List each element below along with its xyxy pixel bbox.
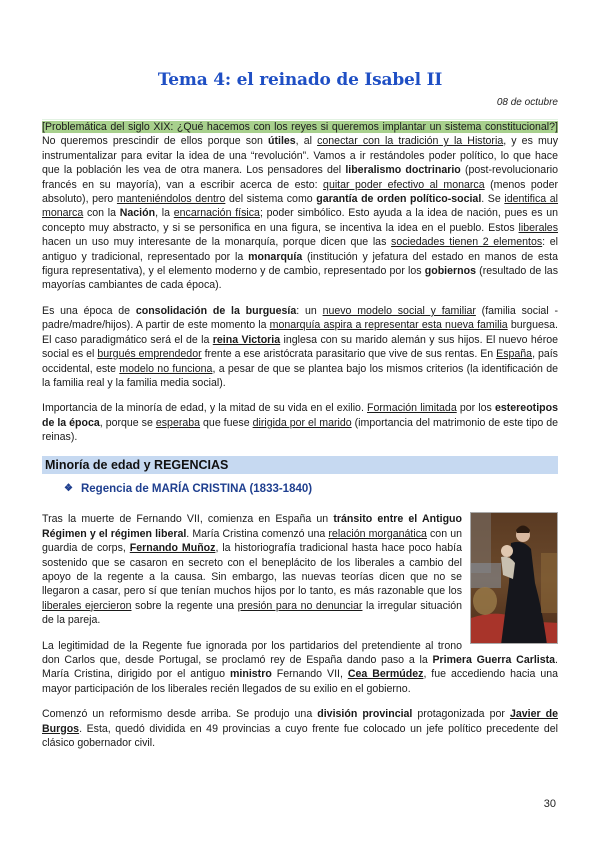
subsection-heading [64,482,558,496]
text: frente a ese aristócrata parasitario que vive de sus rentas. En [201,348,497,361]
text: . María Cristina, dirigido por el antiguo [42,654,558,681]
underlined-text: liberales ejercieron [42,599,132,612]
text: Es una época de [42,304,136,317]
bold-text: monarquía [248,250,303,263]
bold-text: útiles [268,135,296,148]
text: sobre la regente una [131,599,238,612]
text: (post-revolucionario francés en su mayoría), van a escribir acerca de esto: [42,164,558,191]
bold-text: Primera Guerra Carlista [432,654,556,666]
paragraph-reformismo [42,707,558,750]
underlined-text: modelo no funciona [119,362,213,375]
underlined-text: burgués emprendedor [97,348,202,361]
text: (importancia del matrimonio de este tipo de reinas). [42,416,559,444]
underlined-text: encarnación física [173,207,260,220]
portrait-painting-icon [471,513,558,644]
paragraph-minoria [42,401,558,444]
text: (institución y jefatura del estado en manos de esta figura representativa), y el elemento moderno y de cambio, representado por los [42,250,558,278]
underlined-text: quitar poder efectivo al monarca [323,178,485,191]
text: con un guardia de corps, [42,527,462,555]
underlined-text: conectar con la tradición y la Historia [317,135,504,148]
underlined-text: relación morganática [328,527,427,540]
text: Importancia de la minoría de edad, y la mitad de su vida en el exilio. [42,402,368,415]
diamond-bullet-icon: ❖ [64,482,73,494]
text: , a pesar de que se plantea bajo los mismos criterios (la identificación de la familia real y la familia media social). [42,362,558,389]
text: , país occidental, este [42,348,558,375]
underlined-text: sociedades tienen 2 elementos [391,236,543,249]
text: . Se [481,193,505,206]
paragraph-legitimidad [42,639,558,697]
text: con la [83,207,120,220]
text: burguesa. El caso paradigmático será el de la [42,319,558,346]
bold-text: tránsito entre el Antiguo Régimen y el régimen liberal [42,513,463,540]
text: del sistema como [225,193,317,206]
regency-block [42,512,558,750]
text: que fuese [200,416,253,429]
text: hacen un uso muy interesante de la monarquía, porque dicen que las [42,236,392,249]
text: inglesa con su marido alemán y sus hijos. El nuevo héroe social es el [42,333,559,361]
subsection-title: Regencia de MARÍA CRISTINA (1833-1840) [80,482,313,495]
underlined-text: monarquía aspira a representar esta nueva familia [269,319,508,332]
underlined-text: esperaba [155,416,201,429]
bold-text: ministro [230,668,272,681]
date-label: 08 de octubre [496,97,558,108]
section-heading: Minoría de edad y REGENCIAS [42,456,558,474]
bold-underlined-text: Fernando Muñoz [129,542,216,555]
text: protagonizada por [412,708,510,721]
text: por los [456,402,495,415]
text: , porque se [99,416,156,429]
bold-underlined-text: Cea Bermúdez [347,668,424,681]
underlined-text: presión para no denunciar [237,599,363,612]
text: ; poder simbólico. Esto ayuda a la idea de nación, pues es un concepto muy abstracto, y si se personifica en una figura, se incentiva la idea en el pueblo. Estos [42,207,559,234]
underlined-text: liberales [518,221,558,234]
text: la irregular situación de la pareja. [42,599,463,627]
text: Comenzó un reformismo desde arriba. Se produjo una [42,708,318,721]
text: Tras la muerte de Fernando VII, comienza en España un [42,513,334,526]
text: No queremos prescindir de ellos porque son [42,135,268,148]
document-body [42,120,558,761]
text: La legitimidad de la Regente fue ignorada por los partidarios del pretendiente al trono don Carlos que, desde Portugal, se proclamó rey de España dando paso a la [42,639,462,666]
underlined-text: nuevo modelo social y familiar [322,304,476,317]
underlined-text: Formación limitada [367,402,457,415]
text: : un [296,304,323,317]
text: (resultado de las mayorías cambiantes de cada época). [42,265,558,292]
text: . Esta, quedó dividida en 49 provincias a cuyo frente fue colocado un jefe político precedente del clásico gobernador civil. [42,722,558,750]
underlined-text: manteniéndolos dentro [116,193,226,206]
text: (familia social - padre/madre/hijos). A partir de este momento la [42,304,558,332]
underlined-text: dirigida por el marido [252,416,352,429]
paragraph-problematica [42,120,558,293]
paragraph-burguesia [42,304,558,390]
bold-text: gobiernos [424,265,476,278]
bold-underlined-text: Javier de Burgos [42,708,558,735]
portrait-image [470,512,558,644]
bold-text: Nación [119,207,156,220]
text: , la historiografía tradicional hasta hace poco había sostenido que se casaron en secreto con el beneplácito de los liberales a cambio del apoyo de la regente a la causa. Sin embargo, las nuevas teorías dicen que no se llegaron a casar, pero sí que tenían muchos hijos por lo tanto, es más razonable que los [42,542,462,598]
bold-text: estereotipos de la época [42,402,558,429]
underlined-text: España [496,348,533,361]
text: , y es muy instrumentalizar para evitar la idea de una “revolución”. Vamos a ir restándoles poder político, lo que hace que la población les vea de otra manera. Los pensadores del [42,135,558,177]
page-number: 30 [543,798,556,810]
text: Fernando VII, [271,668,348,681]
underlined-text: identifica al monarca [42,193,559,220]
text: , al [295,135,318,148]
bold-text: garantía de orden político-social [316,193,482,206]
text: . María Cristina comenzó una [186,527,329,540]
text: (menos poder absoluto), pero [42,178,558,206]
bold-underlined-text: reina Victoria [212,333,281,346]
bold-text: división provincial [317,708,413,721]
bold-text: liberalismo doctrinario [345,164,461,177]
page-title: Tema 4: el reinado de Isabel II [157,70,443,90]
text: , la [155,207,174,220]
text: : el antiguo y tradicional, representado por la [42,236,559,263]
highlighted-question: [Problemática del siglo XIX: ¿Qué hacemos con los reyes si queremos implantar un sistema constitucional?] [42,121,558,133]
bold-text: consolidación de la burguesía [135,304,297,317]
text: , fue accediendo hacia una mayor participación de los liberales recién llegados de su exilio en el gobierno. [42,668,559,695]
